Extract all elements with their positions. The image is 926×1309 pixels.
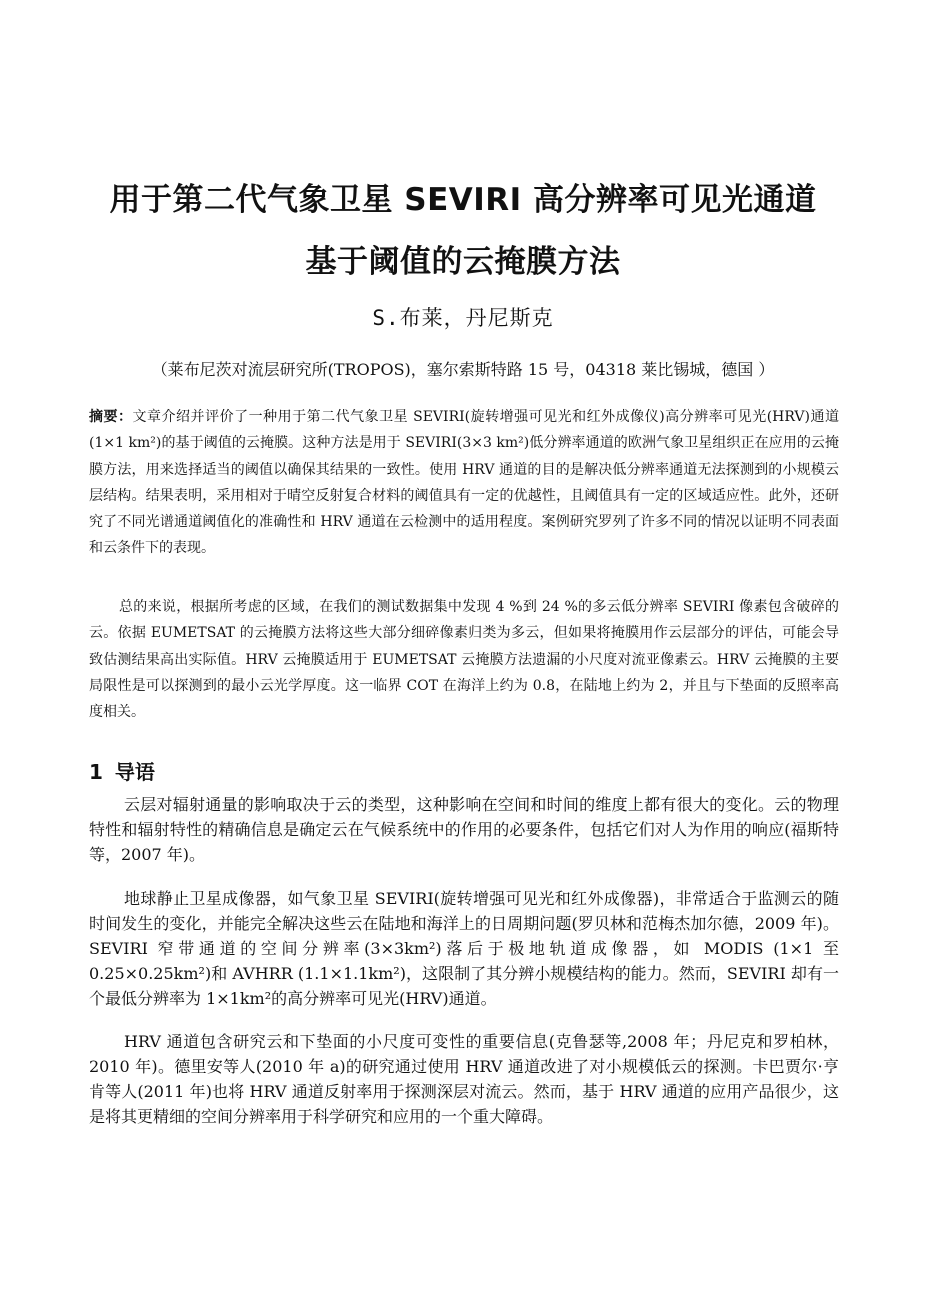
body-paragraph-1: 云层对辐射通量的影响取决于云的类型，这种影响在空间和时间的维度上都有很大的变化。云的物理特性和辐射特性的精确信息是确定云在气候系统中的作用的必要条件，包括它们对人为作用的响应(福斯特等，2007 年)。 [89,795,839,864]
summary-paragraph: 总的来说，根据所考虑的区域，在我们的测试数据集中发现 4 %到 24 %的多云低分辨率 SEVIRI 像素包含破碎的云。依据 EUMETSAT 的云掩膜方法将这些大部分细碎像素归类为多云，但如果将掩膜用作云层部分的评估，可能会导致估测结果高出实际值。HRV 云掩膜适用于 EUMETSAT 云掩膜方法遗漏的小尺度对流亚像素云。HRV 云掩膜的主要局限性是可以探测到的最小云光学厚度。这一临界 COT 在海洋上约为 0.8，在陆地上约为 2，并且与下垫面的反照率高度相关。 [89,599,839,721]
section-title: 导语 [114,760,155,784]
abstract-text: 文章介绍并评价了一种用于第二代气象卫星 SEVIRI(旋转增强可见光和红外成像仪)高分辨率可见光(HRV)通道(1×1 km²)的基于阈值的云掩膜。这种方法是用于 SEVIRI(3×3 km²)低分辨率通道的欧洲气象卫星组织正在应用的云掩膜方法，用来选择适当的阈值以确保其结果的一致性。使用 HRV 通道的目的是解决低分辨率通道无法探测到的小规模云层结构。结果表明，采用相对于晴空反射复合材料的阈值具有一定的优越性，且阈值具有一定的区域适应性。此外，还研究了不同光谱通道阈值化的准确性和 HRV 通道在云检测中的适用程度。案例研究罗列了许多不同的情况以证明不同表面和云条件下的表现。 [89,409,840,557]
abstract-label: 摘要： [89,409,133,425]
section-number: 1 [89,760,103,784]
body-paragraph-3: HRV 通道包含研究云和下垫面的小尺度可变性的重要信息(克鲁瑟等,2008 年；丹尼克和罗柏林，2010 年)。德里安等人(2010 年 a)的研究通过使用 HRV 通道改进了对小规模低云的探测。卡巴贾尔·亨肯等人(2011 年)也将 HRV 通道反射率用于探测深层对流云。然而，基于 HRV 通道的应用产品很少，这是将其更精细的空间分辨率用于科学研究和应用的一个重大障碍。 [89,1032,839,1126]
abstract [89,404,839,562]
body-paragraph-2: 地球静止卫星成像器，如气象卫星 SEVIRI(旋转增强可见光和红外成像器)，非常适合于监测云的随时间发生的变化，并能完全解决这些云在陆地和海洋上的日周期问题(罗贝林和范梅杰加尔德，2009 年)。SEVIRI 窄带通道的空间分辨率(3×3km²)落后于极地轨道成像器，如 MODIS (1×1 至 0.25×0.25km²)和 AVHRR (1.1×1.1km²)，这限制了其分辨小规模结构的能力。然而，SEVIRI 却有一个最低分辨率为 1×1km²的高分辨率可见光(HRV)通道。 [89,889,839,1008]
title-line-1: 用于第二代气象卫星 SEVIRI 高分辨率可见光通道 [109,182,817,218]
authors: S.布莱，丹尼斯克 [372,306,554,330]
title-line-2: 基于阈值的云掩膜方法 [305,244,621,280]
section-heading [89,756,155,785]
affiliation: （莱布尼茨对流层研究所(TROPOS)，塞尔索斯特路 15 号，04318 莱比锡城，德国 ） [151,360,775,379]
